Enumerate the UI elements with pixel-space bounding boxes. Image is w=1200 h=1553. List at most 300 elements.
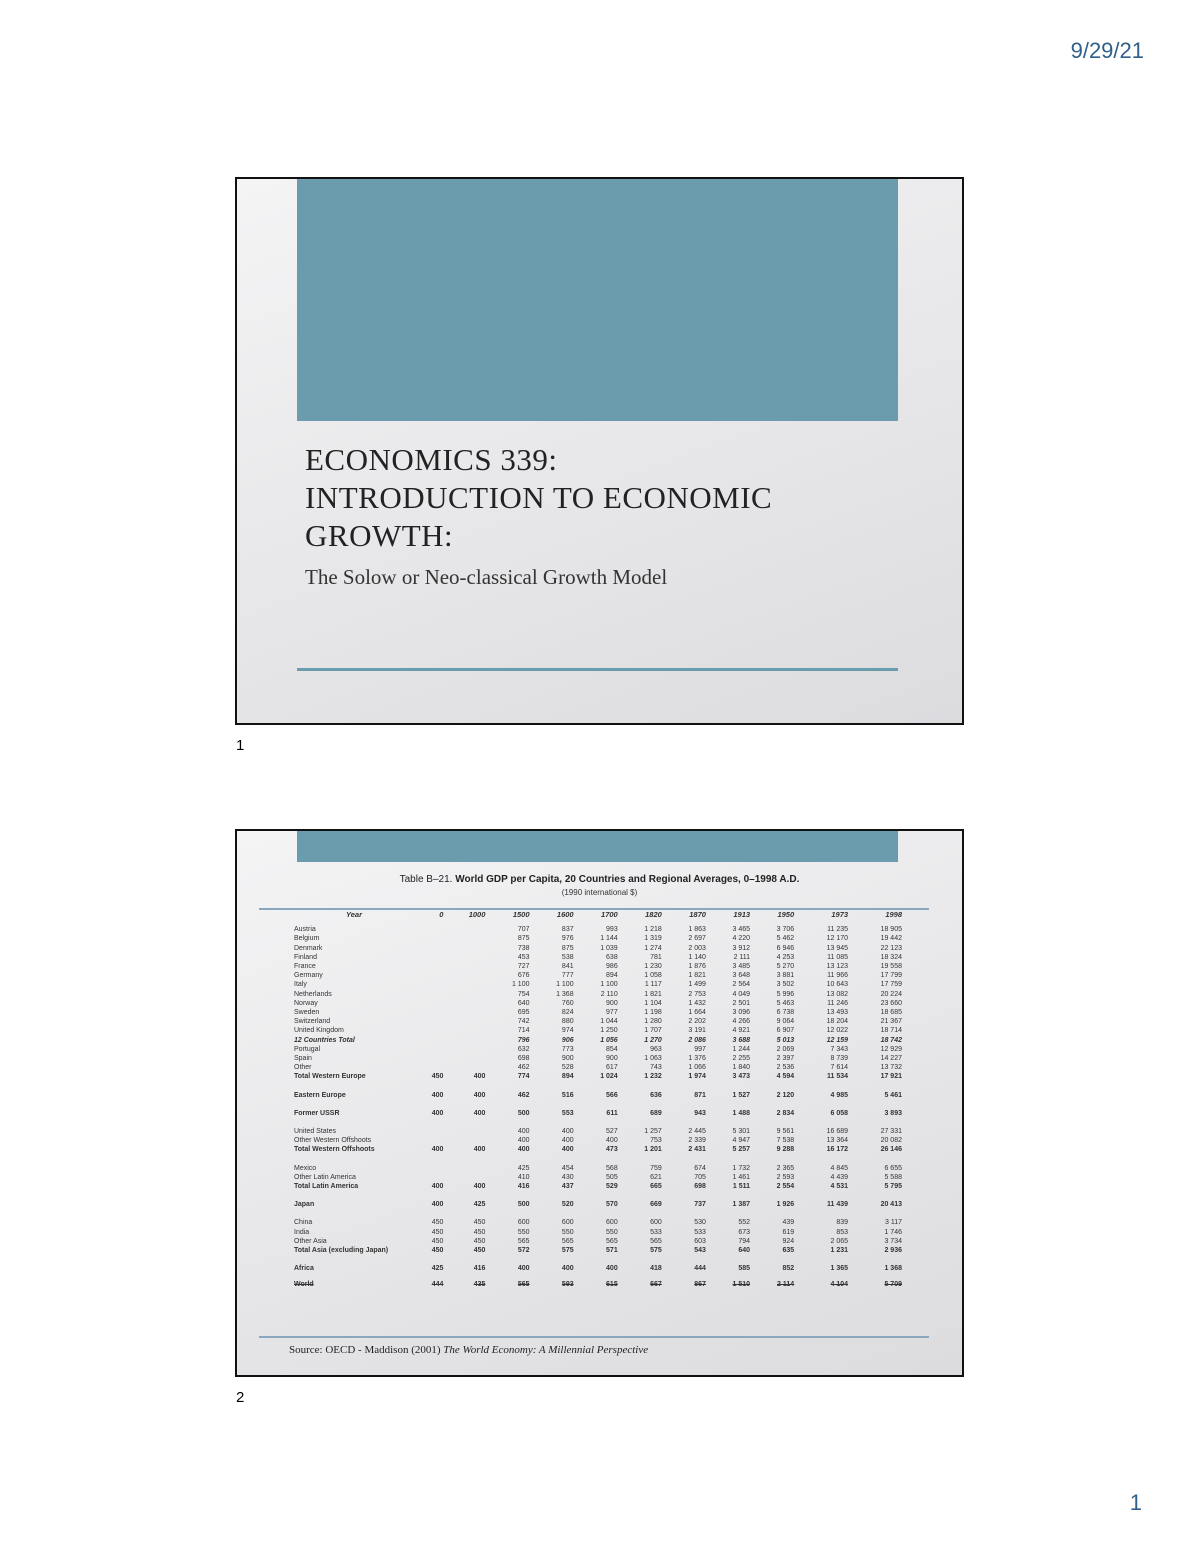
title-line-3: GROWTH: — [305, 518, 454, 553]
table-row — [294, 1228, 902, 1237]
table-cell: 900 — [561, 1055, 574, 1063]
table-cell: 632 — [517, 1045, 530, 1053]
table-cell: 565 — [517, 1280, 530, 1288]
table-cell: 6 907 — [776, 1027, 795, 1035]
table-cell: 1 432 — [688, 999, 706, 1007]
table-cell: 2 255 — [732, 1055, 751, 1063]
table-cell: 3 893 — [884, 1109, 902, 1117]
table-row — [294, 1155, 902, 1173]
table-cell — [443, 1045, 485, 1054]
table-cell: 1 863 — [688, 926, 706, 934]
table-cell: 1 387 — [732, 1201, 751, 1209]
table-cell: 2 593 — [776, 1173, 795, 1181]
table-row — [294, 962, 902, 971]
table-cell: 993 — [606, 926, 618, 934]
table-cell: 425 — [473, 1201, 486, 1209]
table-cell: 17 799 — [880, 972, 902, 980]
table-cell: 13 732 — [880, 1064, 902, 1072]
table-cell: 528 — [561, 1064, 574, 1072]
table-cell: 2 697 — [688, 935, 706, 943]
table-cell: 3 734 — [884, 1237, 902, 1245]
table-row — [294, 1082, 902, 1100]
slide-number-2: 2 — [236, 1389, 245, 1406]
table-cell: 17 759 — [880, 981, 902, 989]
table-cell: 1 232 — [644, 1073, 662, 1081]
row-label: Denmark — [294, 944, 323, 952]
column-header: 1998 — [885, 910, 902, 919]
table-cell: 2 397 — [776, 1055, 795, 1063]
table-cell: 611 — [606, 1109, 618, 1117]
table-cell — [414, 1036, 443, 1045]
table-cell: 615 — [606, 1280, 618, 1288]
table-cell: 695 — [517, 1009, 530, 1017]
page-date: 9/29/21 — [1070, 38, 1144, 63]
row-label: Mexico — [294, 1164, 317, 1172]
table-cell: 500 — [517, 1109, 530, 1117]
table-cell — [443, 999, 485, 1008]
table-cell: 3 485 — [732, 963, 751, 971]
table-cell: 2 536 — [776, 1064, 795, 1072]
table-row — [294, 1054, 902, 1063]
title-line-2: INTRODUCTION TO ECONOMIC — [305, 480, 773, 515]
table-cell: 617 — [606, 1064, 618, 1072]
table-row — [294, 1026, 902, 1035]
table-cell: 1 039 — [600, 944, 618, 952]
table-cell: 575 — [650, 1247, 662, 1255]
table-row — [294, 1045, 902, 1054]
table-cell: 976 — [561, 935, 574, 943]
row-label: Total Western Europe — [294, 1073, 366, 1081]
table-cell: 568 — [606, 1164, 618, 1172]
table-cell: 435 — [473, 1280, 486, 1288]
table-cell — [443, 1155, 485, 1173]
slide-number-1: 1 — [236, 737, 245, 754]
table-cell: 640 — [738, 1247, 751, 1255]
table-cell: 2 110 — [600, 990, 618, 998]
row-label: Africa — [294, 1265, 314, 1273]
table-cell: 5 461 — [884, 1091, 902, 1099]
table-cell: 1 100 — [556, 981, 574, 989]
table-cell: 1 100 — [600, 981, 618, 989]
table-cell: 3 117 — [885, 1219, 902, 1227]
table-cell: 400 — [561, 1137, 574, 1145]
table-row — [294, 1191, 902, 1209]
table-cell: 5 013 — [776, 1036, 795, 1044]
table-caption-bold: World GDP per Capita, 20 Countries and Regional Averages, 0–1998 A.D. — [455, 874, 800, 885]
row-label: Belgium — [294, 935, 320, 943]
table-cell: 1 244 — [732, 1045, 751, 1053]
table-row — [294, 990, 902, 999]
table-cell: 600 — [606, 1219, 618, 1227]
table-row — [294, 1182, 902, 1191]
table-cell: 1 063 — [644, 1055, 662, 1063]
table-cell: 743 — [650, 1064, 662, 1072]
column-header: 1870 — [689, 910, 706, 919]
table-header-row — [294, 910, 902, 925]
table-cell: 7 343 — [830, 1045, 849, 1053]
table-cell — [443, 980, 485, 989]
table-cell: 742 — [517, 1018, 530, 1026]
column-header: 1600 — [556, 910, 574, 919]
source-title: The World Economy: A Millennial Perspective — [443, 1344, 649, 1356]
table-cell: 900 — [606, 1055, 618, 1063]
table-bottom-rule — [259, 1336, 929, 1338]
table-cell: 3 465 — [732, 926, 751, 934]
table-cell: 773 — [561, 1045, 574, 1053]
table-cell: 16 689 — [826, 1128, 849, 1136]
table-cell: 400 — [561, 1265, 574, 1273]
table-row — [294, 944, 902, 953]
table-cell: 516 — [561, 1091, 574, 1099]
table-cell: 520 — [561, 1201, 574, 1209]
table-cell: 2 202 — [688, 1018, 706, 1026]
table-cell: 18 905 — [880, 926, 902, 934]
table-cell: 553 — [561, 1109, 574, 1117]
table-cell — [443, 971, 485, 980]
table-cell — [443, 1173, 485, 1182]
table-subcaption: (1990 international $) — [561, 888, 638, 897]
table-cell — [414, 1136, 443, 1145]
table-cell: 986 — [606, 963, 618, 971]
table-row — [294, 1246, 902, 1255]
table-row — [294, 934, 902, 943]
table-cell: 2 111 — [733, 953, 751, 961]
table-cell: 875 — [517, 935, 530, 943]
table-cell: 400 — [431, 1091, 444, 1099]
table-cell: 550 — [517, 1228, 530, 1236]
table-cell: 1 144 — [600, 935, 618, 943]
table-cell: 759 — [650, 1164, 662, 1172]
table-cell: 5 795 — [884, 1183, 902, 1191]
table-cell: 575 — [561, 1247, 574, 1255]
table-row — [294, 1274, 902, 1289]
table-cell: 4 220 — [732, 935, 751, 943]
column-header: 1500 — [512, 910, 530, 919]
table-row — [294, 1237, 902, 1246]
table-cell: 400 — [431, 1201, 444, 1209]
table-cell — [443, 934, 485, 943]
row-label: Japan — [294, 1201, 315, 1209]
table-cell: 880 — [561, 1018, 574, 1026]
table-cell: 462 — [517, 1091, 530, 1099]
table-cell: 1 527 — [732, 1091, 751, 1099]
table-cell: 894 — [561, 1073, 574, 1081]
row-label: United States — [294, 1128, 337, 1136]
table-cell: 500 — [517, 1201, 530, 1209]
table-cell: 9 288 — [776, 1146, 795, 1154]
table-cell: 14 227 — [880, 1055, 902, 1063]
table-cell: 450 — [431, 1073, 444, 1081]
table-cell: 454 — [561, 1164, 574, 1172]
table-cell — [443, 1136, 485, 1145]
table-cell: 450 — [473, 1228, 486, 1236]
table-cell: 593 — [561, 1280, 574, 1288]
row-label: Other Latin America — [294, 1173, 356, 1181]
table-cell: 11 235 — [827, 926, 849, 934]
table-cell: 400 — [517, 1128, 530, 1136]
table-cell: 2 445 — [688, 1128, 706, 1136]
table-cell: 400 — [431, 1146, 444, 1154]
table-cell: 2 753 — [688, 990, 706, 998]
table-cell — [443, 1026, 485, 1035]
table-cell — [443, 925, 485, 934]
table-cell: 550 — [561, 1228, 574, 1236]
table-cell: 727 — [517, 963, 530, 971]
table-cell: 738 — [517, 944, 530, 952]
table-cell: 13 945 — [826, 944, 849, 952]
table-cell: 1 461 — [732, 1173, 751, 1181]
table-cell: 6 946 — [776, 944, 795, 952]
column-header: 1973 — [831, 910, 849, 919]
table-cell: 5 463 — [776, 999, 795, 1007]
table-row — [294, 1173, 902, 1182]
table-cell — [414, 934, 443, 943]
table-cell: 1 058 — [644, 972, 662, 980]
column-header: Year — [346, 910, 362, 919]
column-header: 1913 — [733, 910, 751, 919]
table-cell: 871 — [694, 1091, 706, 1099]
table-cell: 943 — [694, 1109, 706, 1117]
table-cell: 2 365 — [776, 1164, 795, 1172]
table-cell: 1 926 — [776, 1201, 795, 1209]
table-cell: 638 — [606, 953, 618, 961]
table-cell: 572 — [517, 1247, 530, 1255]
table-cell: 676 — [517, 972, 530, 980]
table-cell: 5 709 — [884, 1280, 902, 1288]
row-label: Spain — [294, 1055, 312, 1063]
table-cell: 12 929 — [880, 1045, 902, 1053]
table-cell: 4 947 — [732, 1137, 751, 1145]
table-cell — [443, 944, 485, 953]
table-cell: 760 — [561, 999, 574, 1007]
table-cell: 543 — [694, 1247, 706, 1255]
table-cell: 4 845 — [830, 1164, 849, 1172]
table-cell: 963 — [650, 1045, 662, 1053]
table-cell: 400 — [561, 1146, 574, 1154]
row-label: France — [294, 963, 316, 971]
title-line-1: ECONOMICS 339: — [305, 442, 558, 477]
table-cell: 753 — [650, 1137, 662, 1145]
table-cell: 6 655 — [884, 1164, 902, 1172]
table-body — [294, 925, 902, 1289]
table-cell: 5 301 — [732, 1128, 751, 1136]
table-cell — [443, 1008, 485, 1017]
table-cell: 505 — [606, 1173, 618, 1181]
table-cell — [443, 990, 485, 999]
table-row — [294, 1145, 902, 1154]
table-row — [294, 1118, 902, 1136]
slide-banner — [297, 179, 898, 421]
table-cell: 1 319 — [644, 935, 662, 943]
table-cell — [443, 1036, 485, 1045]
row-label: United Kingdom — [294, 1027, 344, 1035]
table-cell: 1 368 — [556, 990, 574, 998]
table-cell: 533 — [694, 1228, 706, 1236]
table-cell: 774 — [517, 1073, 530, 1081]
table-cell — [414, 980, 443, 989]
table-cell: 20 413 — [880, 1201, 902, 1209]
table-cell: 1 368 — [884, 1265, 902, 1273]
gdp-table — [294, 910, 902, 1289]
table-cell: 619 — [782, 1228, 795, 1236]
table-cell: 530 — [694, 1219, 706, 1227]
table-cell: 707 — [517, 926, 530, 934]
table-row — [294, 1072, 902, 1081]
table-cell: 3 096 — [732, 1009, 751, 1017]
table-cell: 13 364 — [826, 1137, 849, 1145]
table-cell: 894 — [606, 972, 618, 980]
table-cell: 552 — [738, 1219, 751, 1227]
table-cell: 4 104 — [830, 1280, 849, 1288]
table-cell: 669 — [650, 1201, 662, 1209]
table-cell — [414, 1173, 443, 1182]
table-cell: 400 — [473, 1091, 486, 1099]
table-cell: 600 — [650, 1219, 662, 1227]
table-cell: 6 738 — [776, 1009, 795, 1017]
slide-1 — [235, 177, 964, 725]
table-cell: 824 — [561, 1009, 574, 1017]
table-cell: 18 742 — [880, 1036, 902, 1044]
slide-divider — [297, 668, 898, 671]
table-cell: 1 876 — [688, 963, 706, 971]
table-cell: 571 — [606, 1247, 618, 1255]
table-cell: 974 — [561, 1027, 574, 1035]
table-cell: 1 511 — [732, 1183, 751, 1191]
table-cell: 1 821 — [688, 972, 706, 980]
column-header: 1950 — [777, 910, 795, 919]
table-cell — [443, 1063, 485, 1072]
table-cell: 1 198 — [644, 1009, 662, 1017]
row-label: Other — [294, 1064, 312, 1072]
table-cell: 13 493 — [826, 1009, 849, 1017]
row-label: Other Asia — [294, 1237, 327, 1245]
table-cell: 425 — [517, 1164, 530, 1172]
table-cell: 4 985 — [830, 1091, 849, 1099]
table-caption-prefix: Table B–21. — [399, 874, 456, 885]
table-cell: 2 554 — [776, 1183, 795, 1191]
page-number: 1 — [1129, 1490, 1142, 1515]
table-row — [294, 1063, 902, 1072]
table-cell: 11 534 — [827, 1073, 849, 1081]
row-label: 12 Countries Total — [294, 1036, 355, 1044]
table-cell: 1 270 — [644, 1036, 662, 1044]
table-cell: 2 065 — [830, 1237, 849, 1245]
table-cell — [414, 1118, 443, 1136]
column-header: 1000 — [468, 910, 486, 919]
table-cell: 11 085 — [827, 953, 849, 961]
table-cell: 3 648 — [732, 972, 751, 980]
table-cell: 11 439 — [827, 1201, 849, 1209]
table-cell: 400 — [473, 1073, 486, 1081]
table-cell — [414, 1008, 443, 1017]
table-cell: 1 365 — [830, 1265, 849, 1273]
table-cell: 565 — [517, 1237, 530, 1245]
table-cell: 1 104 — [644, 999, 662, 1007]
table-cell: 1 066 — [688, 1064, 706, 1072]
column-header: 1700 — [601, 910, 618, 919]
table-cell: 3 191 — [688, 1027, 706, 1035]
table-cell: 1 707 — [644, 1027, 662, 1035]
table-cell: 400 — [473, 1146, 486, 1154]
table-cell: 400 — [606, 1265, 618, 1273]
table-cell: 9 561 — [776, 1128, 795, 1136]
table-cell: 13 082 — [826, 990, 849, 998]
table-cell: 23 660 — [880, 999, 902, 1007]
table-cell: 450 — [473, 1247, 486, 1255]
table-cell: 839 — [836, 1219, 849, 1227]
table-cell: 2 003 — [688, 944, 706, 952]
table-cell: 621 — [650, 1173, 662, 1181]
table-cell: 977 — [606, 1009, 618, 1017]
table-cell: 4 921 — [732, 1027, 751, 1035]
table-row — [294, 1136, 902, 1145]
table-cell: 18 324 — [880, 953, 902, 961]
table-cell: 11 246 — [827, 999, 849, 1007]
table-cell: 1 974 — [688, 1073, 706, 1081]
table-cell: 453 — [517, 953, 530, 961]
table-cell: 1 280 — [644, 1018, 662, 1026]
table-cell: 527 — [606, 1128, 618, 1136]
table-cell: 17 921 — [880, 1073, 902, 1081]
table-cell — [443, 953, 485, 962]
table-cell: 3 912 — [732, 944, 751, 952]
table-cell: 2 564 — [732, 981, 751, 989]
table-cell: 2 339 — [688, 1137, 706, 1145]
table-cell: 698 — [517, 1055, 530, 1063]
table-cell: 2 120 — [776, 1091, 795, 1099]
table-cell: 1 100 — [511, 981, 530, 989]
slide-title-block — [305, 441, 905, 590]
table-cell: 924 — [782, 1237, 795, 1245]
table-cell: 1 732 — [732, 1164, 751, 1172]
table-row — [294, 1209, 902, 1227]
table-cell: 1 140 — [688, 953, 706, 961]
table-cell: 400 — [473, 1109, 486, 1117]
slide-subtitle: The Solow or Neo-classical Growth Model — [305, 565, 668, 589]
table-cell: 3 688 — [732, 1036, 751, 1044]
row-label: Portugal — [294, 1045, 321, 1053]
table-cell: 533 — [650, 1228, 662, 1236]
table-cell: 4 439 — [830, 1173, 849, 1181]
table-cell: 27 331 — [880, 1128, 902, 1136]
row-label: Germany — [294, 972, 323, 980]
table-row — [294, 925, 902, 934]
table-cell: 3 473 — [732, 1073, 751, 1081]
row-label: Former USSR — [294, 1109, 340, 1117]
table-cell — [414, 990, 443, 999]
table-cell: 585 — [738, 1265, 751, 1273]
table-cell: 1 274 — [644, 944, 662, 952]
table-cell: 9 064 — [776, 1018, 795, 1026]
table-cell: 1 510 — [732, 1280, 751, 1288]
table-cell: 18 204 — [826, 1018, 849, 1026]
table-cell: 1 664 — [688, 1009, 706, 1017]
table-cell: 754 — [517, 990, 530, 998]
row-label: Netherlands — [294, 990, 332, 998]
table-cell: 1 044 — [600, 1018, 618, 1026]
table-cell: 4 266 — [732, 1018, 751, 1026]
table-cell: 1 821 — [644, 990, 662, 998]
table-cell: 565 — [561, 1237, 574, 1245]
table-cell — [414, 953, 443, 962]
table-cell: 450 — [431, 1219, 444, 1227]
row-label: Austria — [294, 926, 316, 934]
table-cell: 565 — [650, 1237, 662, 1245]
row-label: Finland — [294, 953, 317, 961]
table-cell: 1 250 — [600, 1027, 618, 1035]
table-cell — [414, 1054, 443, 1063]
table-cell: 450 — [473, 1237, 486, 1245]
